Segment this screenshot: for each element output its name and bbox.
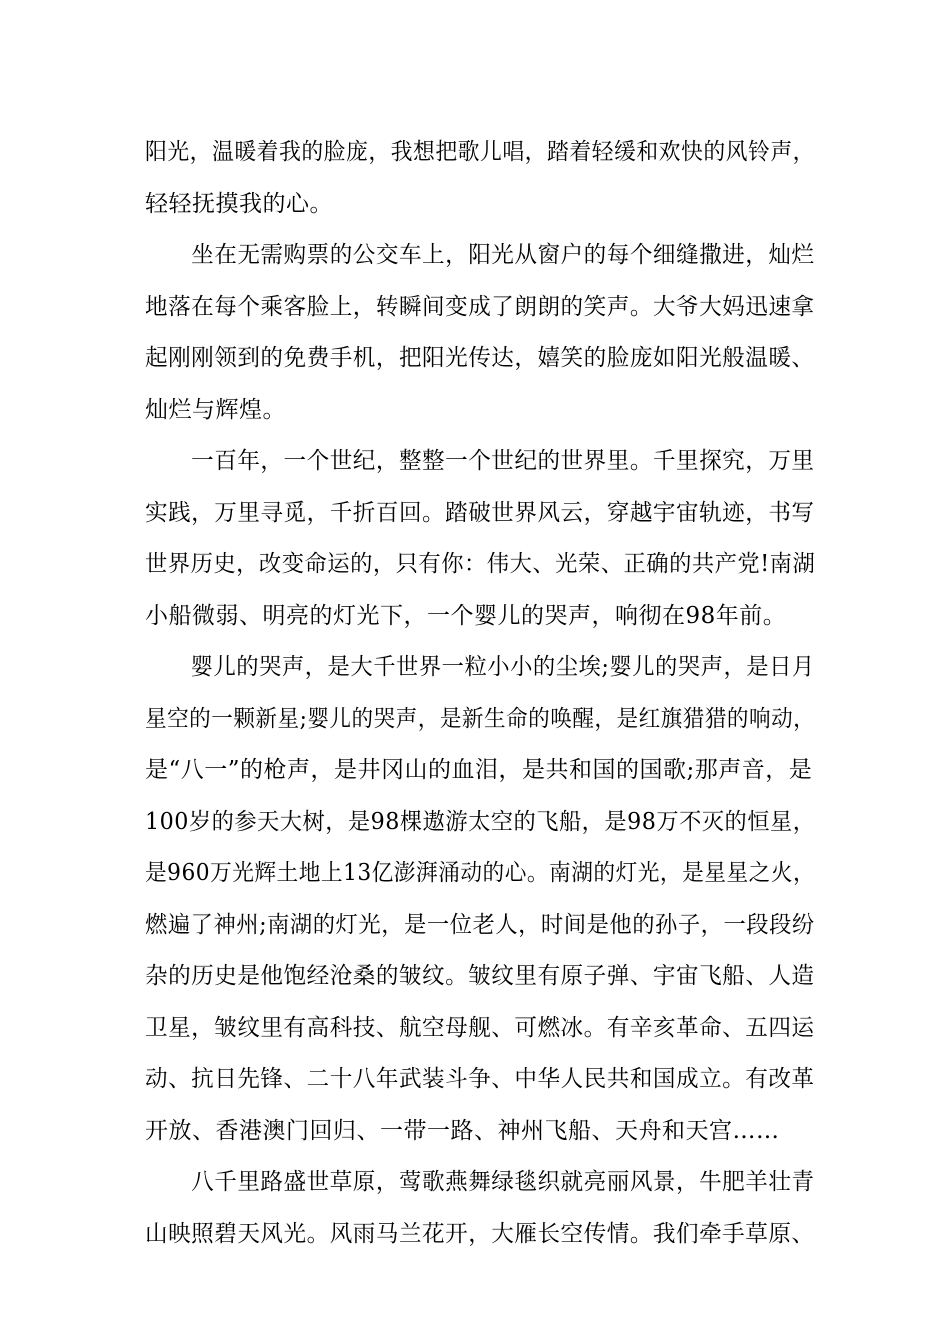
text-line: 阳光，温暖着我的脸庞，我想把歌儿唱，踏着轻缓和欢快的风铃声， <box>145 139 815 165</box>
paragraph-2 <box>145 230 815 436</box>
text-line: 一百年，一个世纪，整整一个世纪的世界里。千里探究，万里 <box>145 448 815 474</box>
text-line: 实践，万里寻觅，千折百回。踏破世界风云，穿越宇宙轨迹，书写 <box>145 499 815 526</box>
text-line: 是960万光辉土地上13亿澎湃涌动的心。南湖的灯光，是星星之火， <box>145 860 816 886</box>
text-line: 是“八一”的枪声，是井冈山的血泪，是共和国的国歌;那声音，是 <box>145 757 813 783</box>
text-line: 轻轻抚摸我的心。 <box>145 190 333 217</box>
paragraph-1 <box>145 127 815 230</box>
text-line: 婴儿的哭声，是大千世界一粒小小的尘埃;婴儿的哭声，是日月 <box>145 654 815 680</box>
text-line: 世界历史，改变命运的，只有你：伟大、光荣、正确的共产党!南湖 <box>145 551 816 577</box>
paragraph-4 <box>145 642 815 1157</box>
text-line: 卫星，皱纹里有高科技、航空母舰、可燃冰。有辛亥革命、五四运 <box>145 1014 815 1041</box>
text-line: 开放、香港澳门回归、一带一路、神州飞船、天舟和天宫…… <box>145 1117 780 1144</box>
text-line: 坐在无需购票的公交车上，阳光从窗户的每个细缝撒进，灿烂 <box>145 242 815 268</box>
text-line: 燃遍了神州;南湖的灯光，是一位老人，时间是他的孙子，一段段纷 <box>145 911 815 938</box>
text-line: 小船微弱、明亮的灯光下，一个婴儿的哭声，响彻在98年前。 <box>145 602 787 629</box>
text-line: 灿烂与辉煌。 <box>145 396 286 423</box>
text-line: 起刚刚领到的免费手机，把阳光传达，嬉笑的脸庞如阳光般温暖、 <box>145 345 815 371</box>
text-line: 杂的历史是他饱经沧桑的皱纹。皱纹里有原子弹、宇宙飞船、人造 <box>145 963 815 989</box>
text-line: 100岁的参天大树，是98棵遨游太空的飞船，是98万不灭的恒星， <box>145 808 816 835</box>
text-line: 地落在每个乘客脸上，转瞬间变成了朗朗的笑声。大爷大妈迅速拿 <box>145 293 815 320</box>
paragraph-3 <box>145 436 815 642</box>
text-line: 动、抗日先锋、二十八年武装斗争、中华人民共和国成立。有改革 <box>145 1066 815 1092</box>
paragraph-5 <box>145 1157 815 1260</box>
text-line: 山映照碧天风光。风雨马兰花开，大雁长空传情。我们牵手草原、 <box>145 1220 815 1247</box>
text-line: 八千里路盛世草原，莺歌燕舞绿毯织就亮丽风景，牛肥羊壮青 <box>145 1169 815 1195</box>
text-line: 星空的一颗新星;婴儿的哭声，是新生命的唤醒，是红旗猎猎的响动， <box>145 705 816 732</box>
